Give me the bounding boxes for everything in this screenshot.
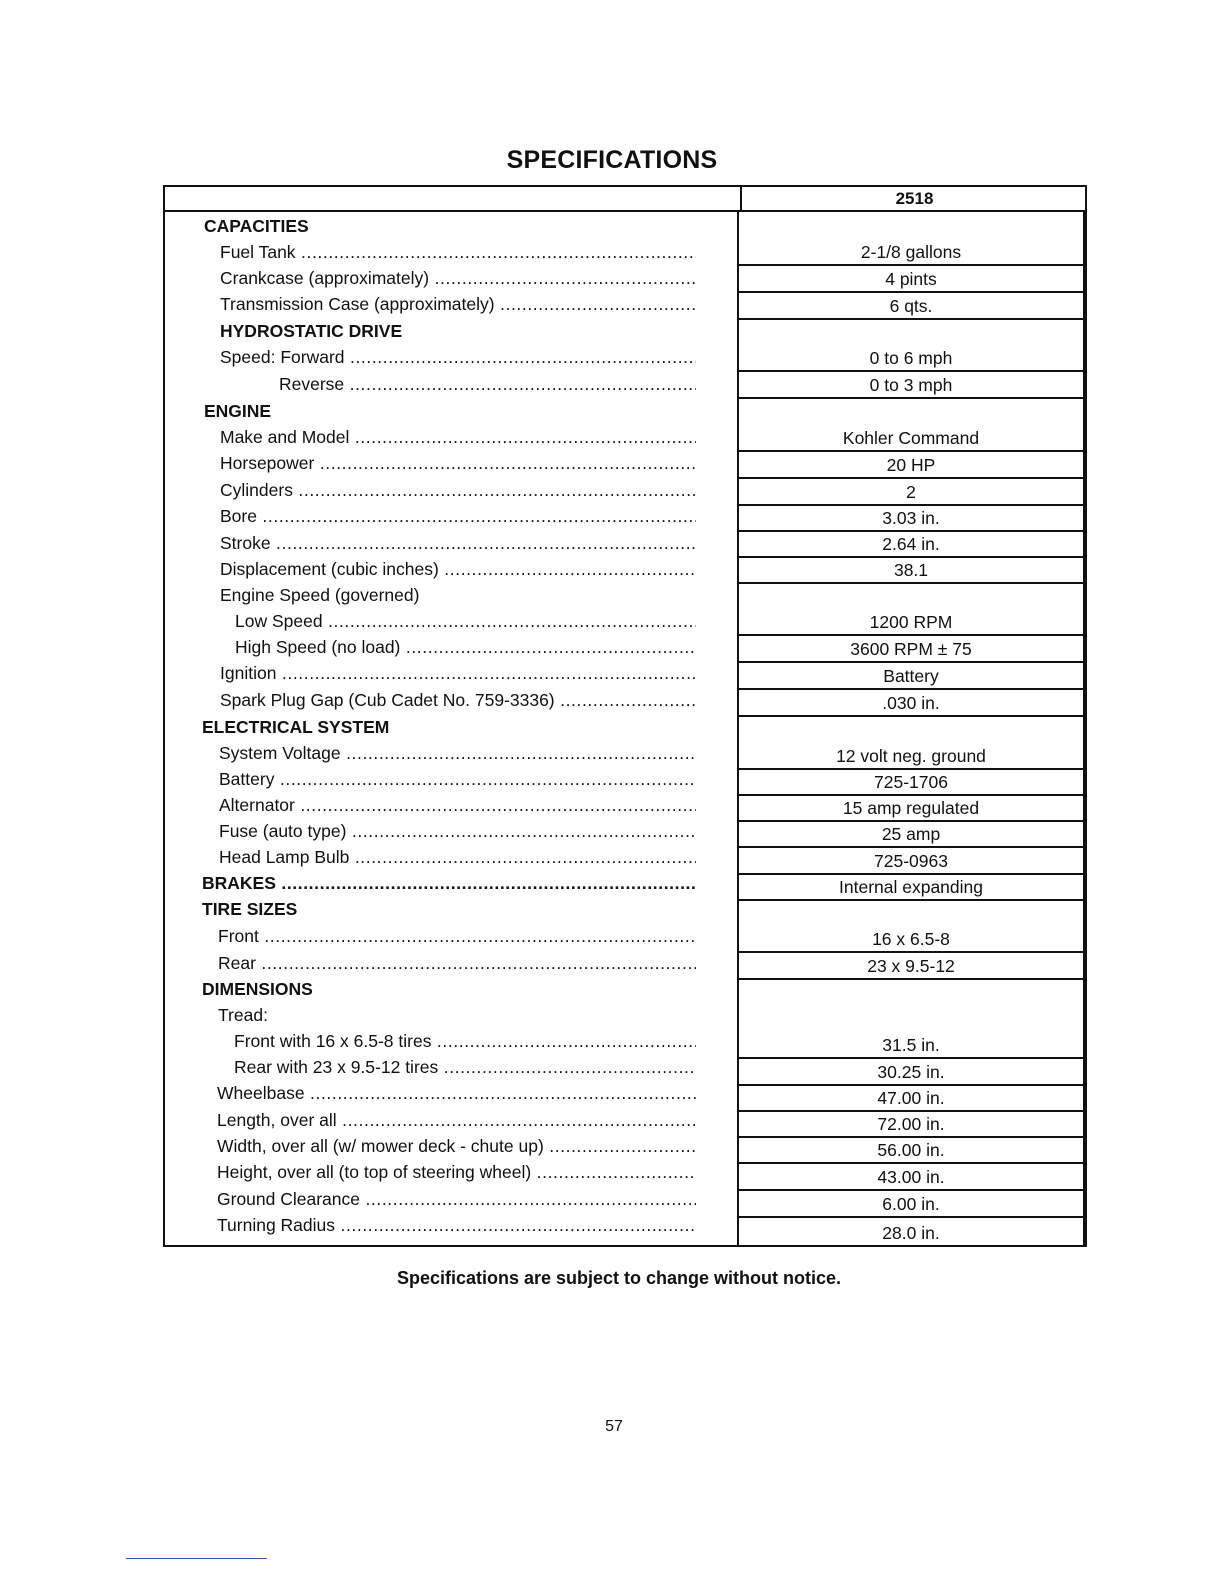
value-stroke: 2.64 in. [737, 530, 1085, 558]
label-alternator: Alternator ..... [219, 794, 696, 816]
section-capacities: CAPACITIES [204, 216, 309, 236]
label-transmission-case: Transmission Case (approximately) ..... [220, 293, 696, 315]
value-spark-plug-gap: .030 in. [737, 688, 1085, 717]
section-engine: ENGINE [204, 401, 272, 421]
value-fuel-tank: 2-1/8 gallons [737, 210, 1085, 266]
label-tire-rear: Rear ..... [218, 952, 696, 974]
value-bore: 3.03 in. [737, 504, 1085, 532]
value-tread-rear: 30.25 in. [737, 1057, 1085, 1086]
value-length: 72.00 in. [737, 1110, 1085, 1138]
value-head-lamp-bulb: 725-0963 [737, 846, 1085, 875]
label-head-lamp-bulb: Head Lamp Bulb ..... [219, 846, 696, 868]
label-tread-rear: Rear with 23 x 9.5-12 tires ..... [234, 1056, 696, 1078]
label-ground-clearance: Ground Clearance ..... [217, 1188, 696, 1210]
label-width: Width, over all (w/ mower deck - chute up) ..... [217, 1135, 696, 1157]
value-fuse: 25 amp [737, 820, 1085, 848]
section-tire-sizes: TIRE SIZES [202, 899, 298, 919]
section-electrical-system: ELECTRICAL SYSTEM [202, 717, 390, 737]
value-system-voltage: 12 volt neg. ground [737, 715, 1085, 770]
section-brakes: BRAKES ..... [202, 872, 696, 894]
label-displacement: Displacement (cubic inches) ..... [220, 558, 696, 580]
value-low-speed: 1200 RPM [737, 582, 1085, 636]
value-transmission-case: 6 qts. [737, 291, 1085, 320]
value-crankcase: 4 pints [737, 264, 1085, 293]
value-horsepower: 20 HP [737, 450, 1085, 479]
label-stroke: Stroke ..... [220, 532, 696, 554]
value-cylinders: 2 [737, 477, 1085, 506]
label-system-voltage: System Voltage ..... [219, 742, 696, 764]
label-cylinders: Cylinders ..... [220, 479, 696, 501]
label-length: Length, over all ..... [217, 1109, 696, 1131]
value-high-speed: 3600 RPM ± 75 [737, 634, 1085, 663]
value-displacement: 38.1 [737, 556, 1085, 584]
value-brakes: Internal expanding [737, 873, 1085, 901]
label-bore: Bore ..... [220, 505, 696, 527]
value-ignition: Battery [737, 661, 1085, 690]
label-crankcase: Crankcase (approximately) ..... [220, 267, 696, 289]
model-column-header: 2518 [740, 185, 1087, 212]
value-height: 43.00 in. [737, 1162, 1085, 1191]
label-high-speed: High Speed (no load) ..... [235, 636, 696, 658]
value-alternator: 15 amp regulated [737, 794, 1085, 822]
label-make-model: Make and Model ..... [220, 426, 696, 448]
label-tire-front: Front ..... [218, 925, 696, 947]
label-turning-radius: Turning Radius ..... [217, 1214, 696, 1236]
value-ground-clearance: 6.00 in. [737, 1189, 1085, 1218]
page-title: SPECIFICATIONS [506, 146, 718, 174]
label-horsepower: Horsepower ..... [220, 452, 696, 474]
label-low-speed: Low Speed ..... [235, 610, 696, 632]
label-tread-front: Front with 16 x 6.5-8 tires ..... [234, 1030, 696, 1052]
label-engine-speed: Engine Speed (governed) [220, 585, 420, 605]
value-make-model: Kohler Command [737, 397, 1085, 452]
page-number: 57 [605, 1418, 623, 1435]
footer-note: Specifications are subject to change without notice. [396, 1268, 842, 1288]
label-spark-plug-gap: Spark Plug Gap (Cub Cadet No. 759-3336) ..... [220, 689, 696, 711]
section-hydrostatic-drive: HYDROSTATIC DRIVE [220, 321, 403, 341]
value-width: 56.00 in. [737, 1136, 1085, 1164]
label-wheelbase: Wheelbase ..... [217, 1082, 696, 1104]
value-turning-radius: 28.0 in. [737, 1216, 1085, 1247]
value-wheelbase: 47.00 in. [737, 1084, 1085, 1112]
label-speed-forward: Speed: Forward ..... [220, 346, 696, 368]
value-tire-front: 16 x 6.5-8 [737, 899, 1085, 953]
value-tire-rear: 23 x 9.5-12 [737, 951, 1085, 980]
value-speed-forward: 0 to 6 mph [737, 318, 1085, 372]
value-battery: 725-1706 [737, 768, 1085, 796]
label-tread: Tread: [218, 1005, 268, 1025]
label-height: Height, over all (to top of steering wheel) ..... [217, 1161, 696, 1183]
label-ignition: Ignition ..... [220, 662, 696, 684]
section-dimensions: DIMENSIONS [202, 979, 313, 999]
label-fuse: Fuse (auto type) ..... [219, 820, 696, 842]
label-battery: Battery ..... [219, 768, 696, 790]
footnote-rule [126, 1558, 267, 1559]
value-speed-reverse: 0 to 3 mph [737, 370, 1085, 399]
label-fuel-tank: Fuel Tank ..... [220, 241, 696, 263]
value-tread-front: 31.5 in. [737, 978, 1085, 1059]
label-speed-reverse: Reverse ..... [279, 373, 696, 395]
